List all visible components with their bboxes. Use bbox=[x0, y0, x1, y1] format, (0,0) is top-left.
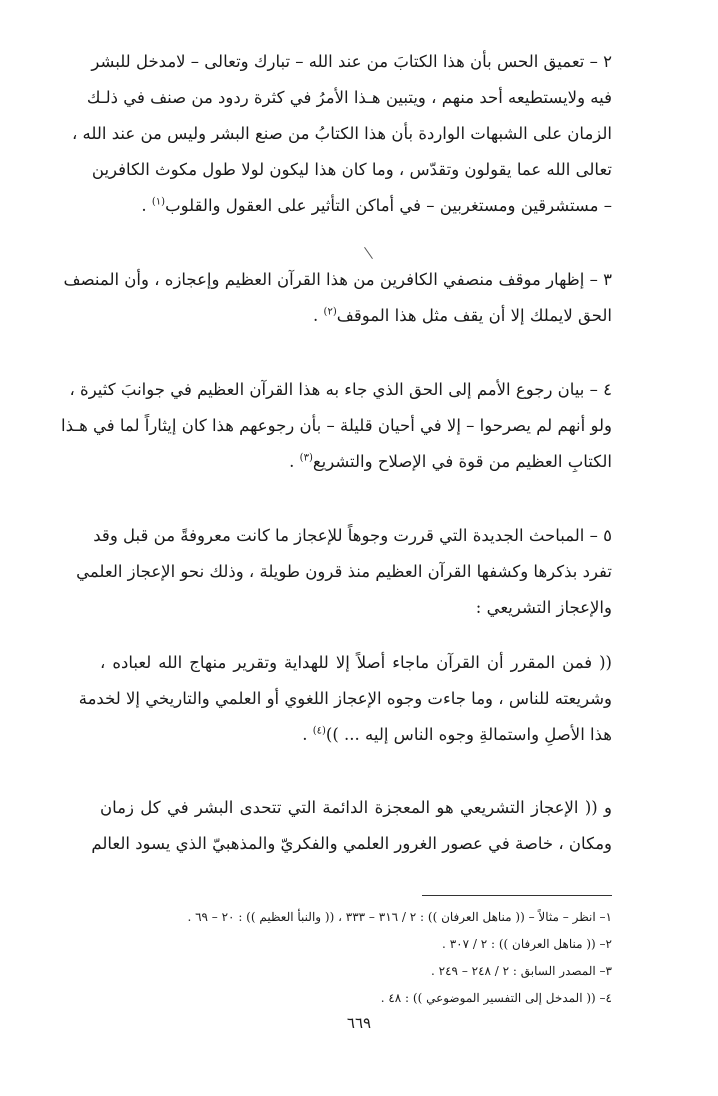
paragraph-3 bbox=[63, 262, 612, 334]
paragraph-line: تعالى الله عما يقولون وتقدّس ، وما كان هذا ليكون لولا طول مكوث الكافرين bbox=[91, 160, 612, 179]
stray-mark bbox=[364, 247, 373, 259]
footnote-4: ٤– (( المدخل إلى التفسير الموضوعي )) : ٤٨ . bbox=[380, 991, 612, 1005]
paragraph-line-text: الكتابِ العظيم من قوة في الإصلاح والتشريع bbox=[312, 452, 612, 471]
paragraph-line: فيه ولايستطيعه أحد منهم ، ويتبين هـذا الأمرُ في كثرة ردود من صنف في ذلـك bbox=[86, 88, 612, 107]
footnote-ref-2[interactable]: (٢) bbox=[323, 306, 337, 318]
paragraph-line: ٥ – المباحث الجديدة التي قررت وجوهاً للإعجاز ما كانت معروفةً من قبل وقد bbox=[93, 526, 612, 545]
quotation-line: وشريعته للناس ، وما جاءت وجوه الإعجاز اللغوي أو العلمي والتاريخي إلا لخدمة bbox=[78, 689, 612, 708]
paragraph-line: ولو أنهم لم يصرحوا – إلا في أحيان قليلة – بأن رجوعهم هذا كان إيثاراً لما في هـذا bbox=[60, 416, 612, 435]
line-tail: . bbox=[302, 725, 313, 744]
paragraph-line: ومكان ، خاصة في عصور الغرور العلمي والفكريّ والمذهبيّ الذي يسود العالم bbox=[91, 834, 612, 853]
paragraph-2 bbox=[71, 44, 612, 224]
quotation bbox=[78, 645, 612, 753]
quotation-line-last bbox=[100, 717, 612, 753]
footnote-ref-1[interactable]: (١) bbox=[151, 196, 166, 208]
paragraph-line: ٣ – إظهار موقف منصفي الكافرين من هذا القرآن العظيم وإعجازه ، وأن المنصف bbox=[63, 270, 612, 289]
paragraph-line-text: – مستشرقين ومستغربين – في أماكن التأثير على العقول والقلوب bbox=[165, 196, 612, 215]
line-tail: . bbox=[289, 452, 300, 471]
paragraph-5 bbox=[76, 518, 612, 626]
quotation-line-text: هذا الأصلِ واستمالةِ وجوه الناس إليه ... )) bbox=[325, 725, 612, 744]
footnote-ref-3[interactable]: (٣) bbox=[299, 452, 313, 464]
footnote-2: ٢– (( مناهل العرفان )) : ٢ / ٣٠٧ . bbox=[442, 937, 612, 951]
paragraph-6 bbox=[91, 790, 612, 862]
line-tail: . bbox=[141, 196, 152, 215]
paragraph-line-last bbox=[100, 298, 612, 334]
paragraph-line: تفرد بذكرها وكشفها القرآن العظيم منذ قرون طويلة ، وذلك نحو الإعجاز العلمي bbox=[76, 562, 612, 581]
footnote-1: ١– انظر – مثالاً – (( مناهل العرفان )) : ٢ / ٣١٦ – ٣٣٣ ، (( والنبأ العظيم )) : ٢٠ – ٦٩ . bbox=[187, 910, 612, 924]
footnote-3: ٣– المصدر السابق : ٢ / ٢٤٨ – ٢٤٩ . bbox=[431, 964, 612, 978]
footnote-ref-4[interactable]: (٤) bbox=[312, 725, 326, 737]
line-tail: . bbox=[313, 306, 324, 325]
paragraph-line: والإعجاز التشريعي : bbox=[475, 598, 612, 617]
paragraph-line-text: الحق لايملك إلا أن يقف مثل هذا الموقف bbox=[336, 306, 612, 325]
paragraph-line: و (( الإعجاز التشريعي هو المعجزة الدائمة التي تتحدى البشر في كل زمان bbox=[100, 798, 612, 817]
footnotes-list bbox=[140, 904, 612, 1012]
paragraph-line: الزمان على الشبهات الواردة بأن هذا الكتابُ من صنع البشر وليس من عند الله ، bbox=[71, 124, 612, 143]
quotation-line: (( فمن المقرر أن القرآن ماجاء أصلاً إلا للهداية وتقرير منهاج الله لعباده ، bbox=[100, 653, 612, 672]
paragraph-line-last bbox=[100, 188, 612, 224]
paragraph-line: ٤ – بيان رجوع الأمم إلى الحق الذي جاء به هذا القرآن العظيم في جوانبَ كثيرة ، bbox=[69, 380, 612, 399]
page-number: ٦٦٩ bbox=[346, 1014, 372, 1032]
paragraph-line-last bbox=[100, 444, 612, 480]
paragraph-line: ٢ – تعميق الحس بأن هذا الكتابَ من عند الله – تبارك وتعالى – لامدخل للبشر bbox=[91, 52, 612, 71]
paragraph-4 bbox=[60, 372, 612, 480]
footnote-divider bbox=[422, 895, 612, 896]
